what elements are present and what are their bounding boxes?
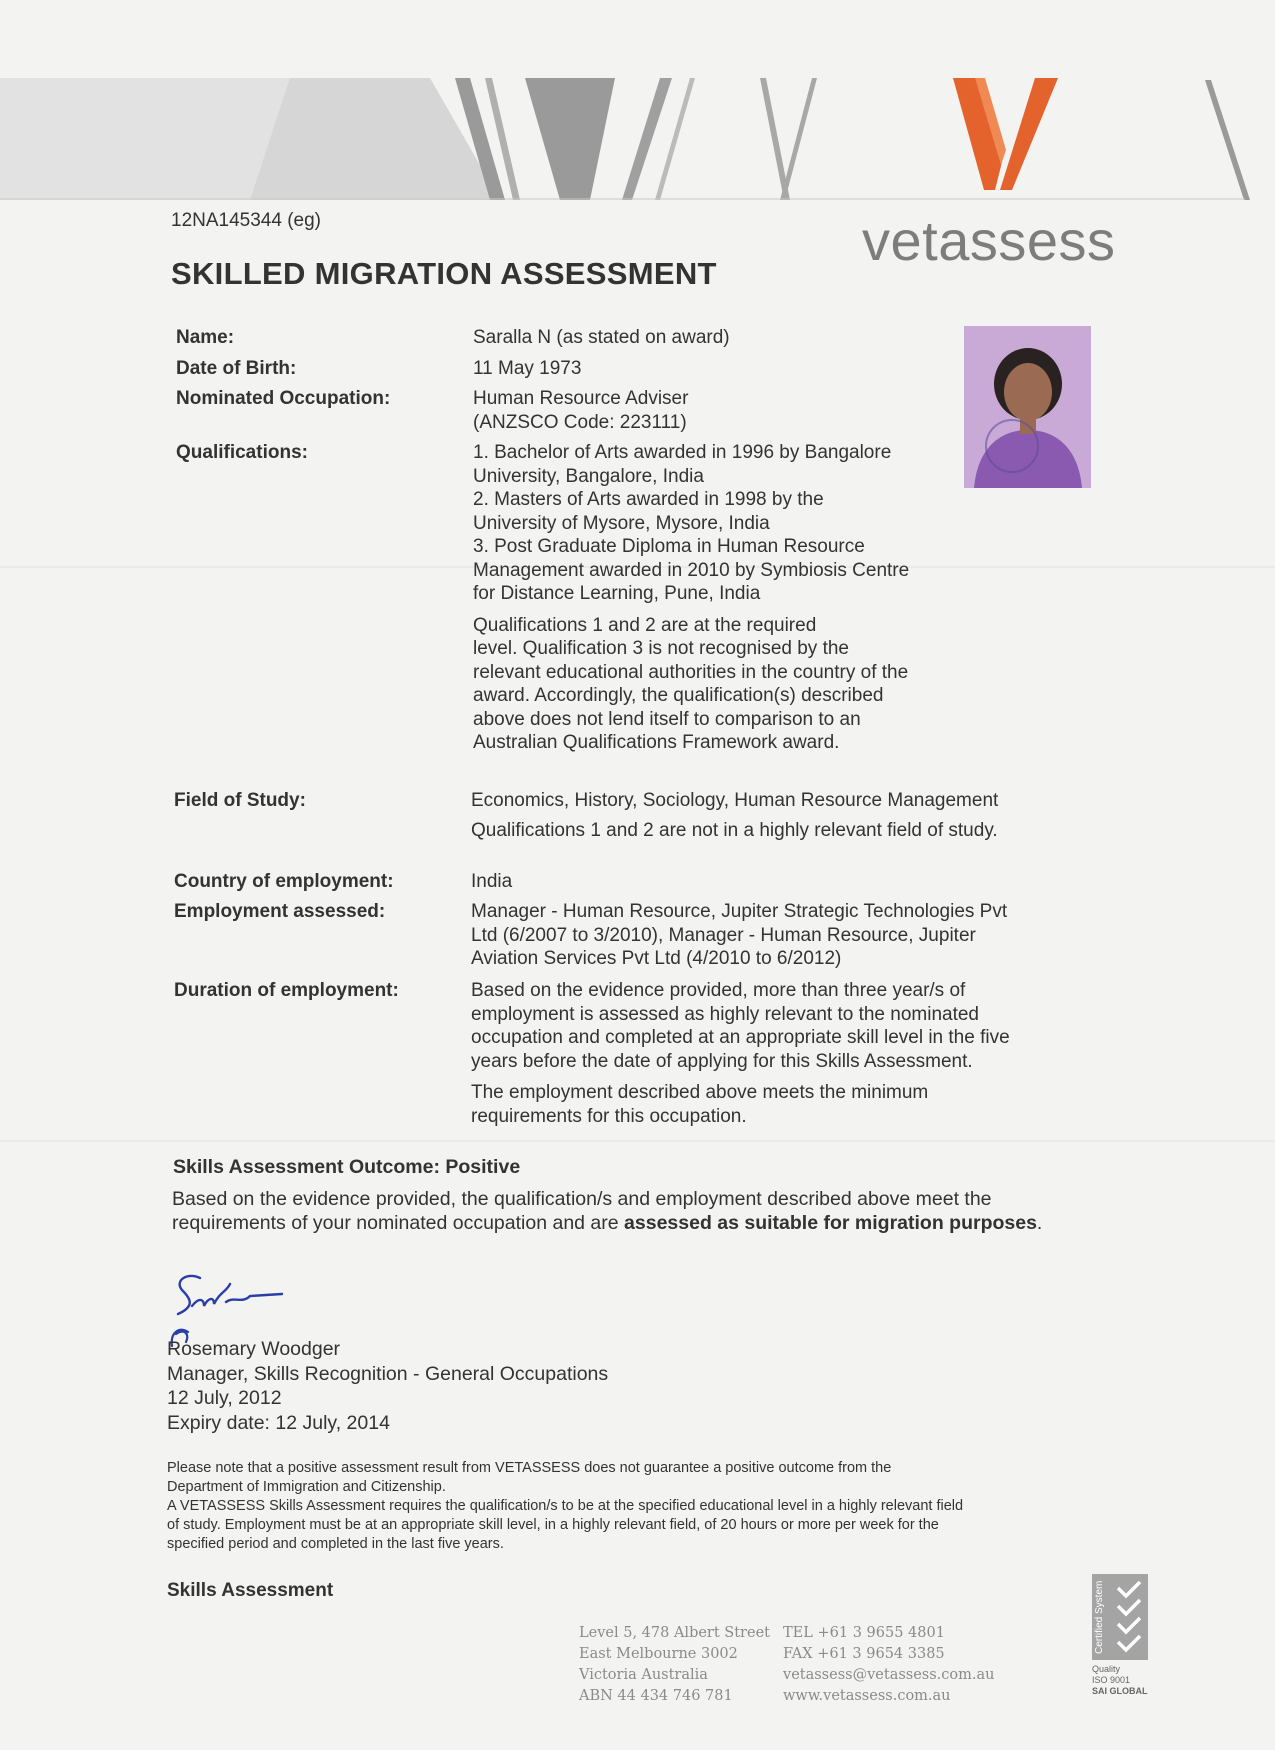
duration-line: employment is assessed as highly relevant to the nominated	[471, 1003, 979, 1025]
contact-details	[783, 1623, 994, 1707]
certification-text	[1092, 1664, 1148, 1697]
document-title: SKILLED MIGRATION ASSESSMENT	[171, 256, 717, 291]
brand-v-logo	[953, 78, 1058, 190]
band-stripe	[1205, 80, 1250, 200]
duration-note-line: requirements for this occupation.	[471, 1105, 747, 1127]
qualification-note-line: Qualifications 1 and 2 are at the required	[473, 614, 817, 636]
checkmarks-icon	[1114, 1580, 1144, 1654]
outcome-text-bold: assessed as suitable for migration purposes	[624, 1212, 1037, 1234]
qualification-note-line: above does not lend itself to comparison to an	[473, 708, 861, 730]
outcome-heading: Skills Assessment Outcome: Positive	[173, 1156, 521, 1178]
expiry-date: Expiry date: 12 July, 2014	[167, 1411, 390, 1434]
disclaimer-line: A VETASSESS Skills Assessment requires the qualification/s to be at the specified educational level in a highly relevant field	[167, 1498, 964, 1514]
cert-line: ISO 9001	[1092, 1675, 1131, 1685]
qualification-line: 1. Bachelor of Arts awarded in 1996 by Bangalore	[473, 442, 892, 463]
employment-line: Aviation Services Pvt Ltd (4/2010 to 6/2012)	[471, 948, 842, 969]
telephone: TEL +61 3 9655 4801	[783, 1625, 945, 1641]
fax: FAX +61 3 9654 3385	[783, 1646, 945, 1662]
duration-line: years before the date of applying for this Skills Assessment.	[471, 1050, 973, 1072]
employment-label: Employment assessed:	[174, 901, 386, 922]
signer-role: Manager, Skills Recognition - General Occupations	[167, 1362, 609, 1385]
outcome-text	[172, 1187, 1092, 1235]
dob-label: Date of Birth:	[176, 358, 297, 379]
signer-name: Rosemary Woodger	[167, 1338, 341, 1360]
qualification-note-line: Australian Qualifications Framework award.	[473, 732, 840, 753]
address-line: East Melbourne 3002	[579, 1646, 738, 1662]
qualification-line: University, Bangalore, India	[473, 465, 704, 487]
anzsco-code: (ANZSCO Code: 223111)	[473, 411, 687, 433]
signer-block	[167, 1337, 608, 1435]
qualification-line: Management awarded in 2010 by Symbiosis Centre	[473, 559, 910, 581]
duration-note-line: The employment described above meets the minimum	[471, 1082, 929, 1103]
band-light-block	[0, 78, 290, 200]
address-line: Level 5, 478 Albert Street	[579, 1625, 770, 1641]
header-graphic-band	[0, 0, 1275, 210]
occupation-line: Human Resource Adviser	[473, 388, 689, 409]
qualification-line: University of Mysore, Mysore, India	[473, 512, 770, 534]
duration-value	[471, 979, 1151, 1128]
address-line: ABN 44 434 746 781	[579, 1688, 733, 1704]
cert-line: Quality	[1092, 1664, 1121, 1674]
certified-system-text: Certified System	[1094, 1580, 1105, 1654]
dob-value: 11 May 1973	[473, 358, 582, 379]
field-of-study-text: Economics, History, Sociology, Human Resource Management	[471, 790, 999, 811]
country-value: India	[471, 871, 513, 892]
disclaimer	[167, 1459, 1127, 1554]
footer-heading: Skills Assessment	[167, 1580, 334, 1601]
employment-line: Ltd (6/2007 to 3/2010), Manager - Human Resource, Jupiter	[471, 924, 976, 946]
reference-number: 12NA145344 (eg)	[171, 210, 321, 231]
issue-date: 12 July, 2012	[167, 1387, 282, 1409]
brand-wordmark: vetassess	[862, 209, 1116, 272]
outcome-text-end: .	[1036, 1212, 1043, 1234]
duration-line: occupation and completed at an appropriate skill level in the five	[471, 1027, 1010, 1048]
qualification-note-line: award. Accordingly, the qualification(s) described	[473, 685, 884, 706]
field-of-study-value	[471, 789, 1151, 842]
disclaimer-line: Department of Immigration and Citizenship.	[167, 1479, 446, 1495]
paper-fold	[0, 1140, 1275, 1142]
qualification-line: 3. Post Graduate Diploma in Human Resource	[473, 536, 865, 557]
outcome-text-part: Based on the evidence provided, the qualification/s and employment described above meet the requirements of your nominated occupation and are	[172, 1188, 992, 1234]
disclaimer-line: of study. Employment must be at an appropriate skill level, in a highly relevant field, of 20 hours or more per week for the	[167, 1517, 939, 1533]
email-link[interactable]: vetassess@vetassess.com.au	[783, 1667, 995, 1683]
country-label: Country of employment:	[174, 871, 394, 892]
duration-line: Based on the evidence provided, more than three year/s of	[471, 980, 966, 1001]
certified-system-badge	[1092, 1574, 1148, 1660]
name-label: Name:	[176, 327, 235, 348]
band-stripe	[780, 78, 817, 200]
qualifications-value	[473, 441, 1093, 755]
qualification-line: 2. Masters of Arts awarded in 1998 by the	[473, 489, 824, 510]
website-link[interactable]: www.vetassess.com.au	[783, 1688, 951, 1704]
address-line: Victoria Australia	[579, 1667, 708, 1683]
occupation-label: Nominated Occupation:	[176, 388, 391, 409]
employment-value	[471, 900, 1151, 971]
employment-line: Manager - Human Resource, Jupiter Strategic Technologies Pvt	[471, 901, 1008, 922]
quality-certification	[1092, 1574, 1148, 1697]
disclaimer-line: specified period and completed in the last five years.	[167, 1536, 504, 1552]
qualification-line: for Distance Learning, Pune, India	[473, 583, 761, 604]
name-value: Saralla N (as stated on award)	[473, 327, 730, 348]
field-of-study-note: Qualifications 1 and 2 are not in a highly relevant field of study.	[471, 819, 998, 841]
qualification-note-line: relevant educational authorities in the country of the	[473, 661, 909, 683]
qualifications-label: Qualifications:	[176, 442, 308, 463]
qualification-note-line: level. Qualification 3 is not recognised by the	[473, 638, 849, 659]
duration-label: Duration of employment:	[174, 980, 399, 1001]
disclaimer-line: Please note that a positive assessment result from VETASSESS does not guarantee a positive outcome from the	[167, 1460, 892, 1476]
field-of-study-label: Field of Study:	[174, 790, 306, 811]
postal-address	[579, 1623, 770, 1707]
occupation-value	[473, 387, 1093, 434]
band-dark-wedge	[525, 78, 615, 200]
cert-line: SAI GLOBAL	[1092, 1686, 1148, 1696]
